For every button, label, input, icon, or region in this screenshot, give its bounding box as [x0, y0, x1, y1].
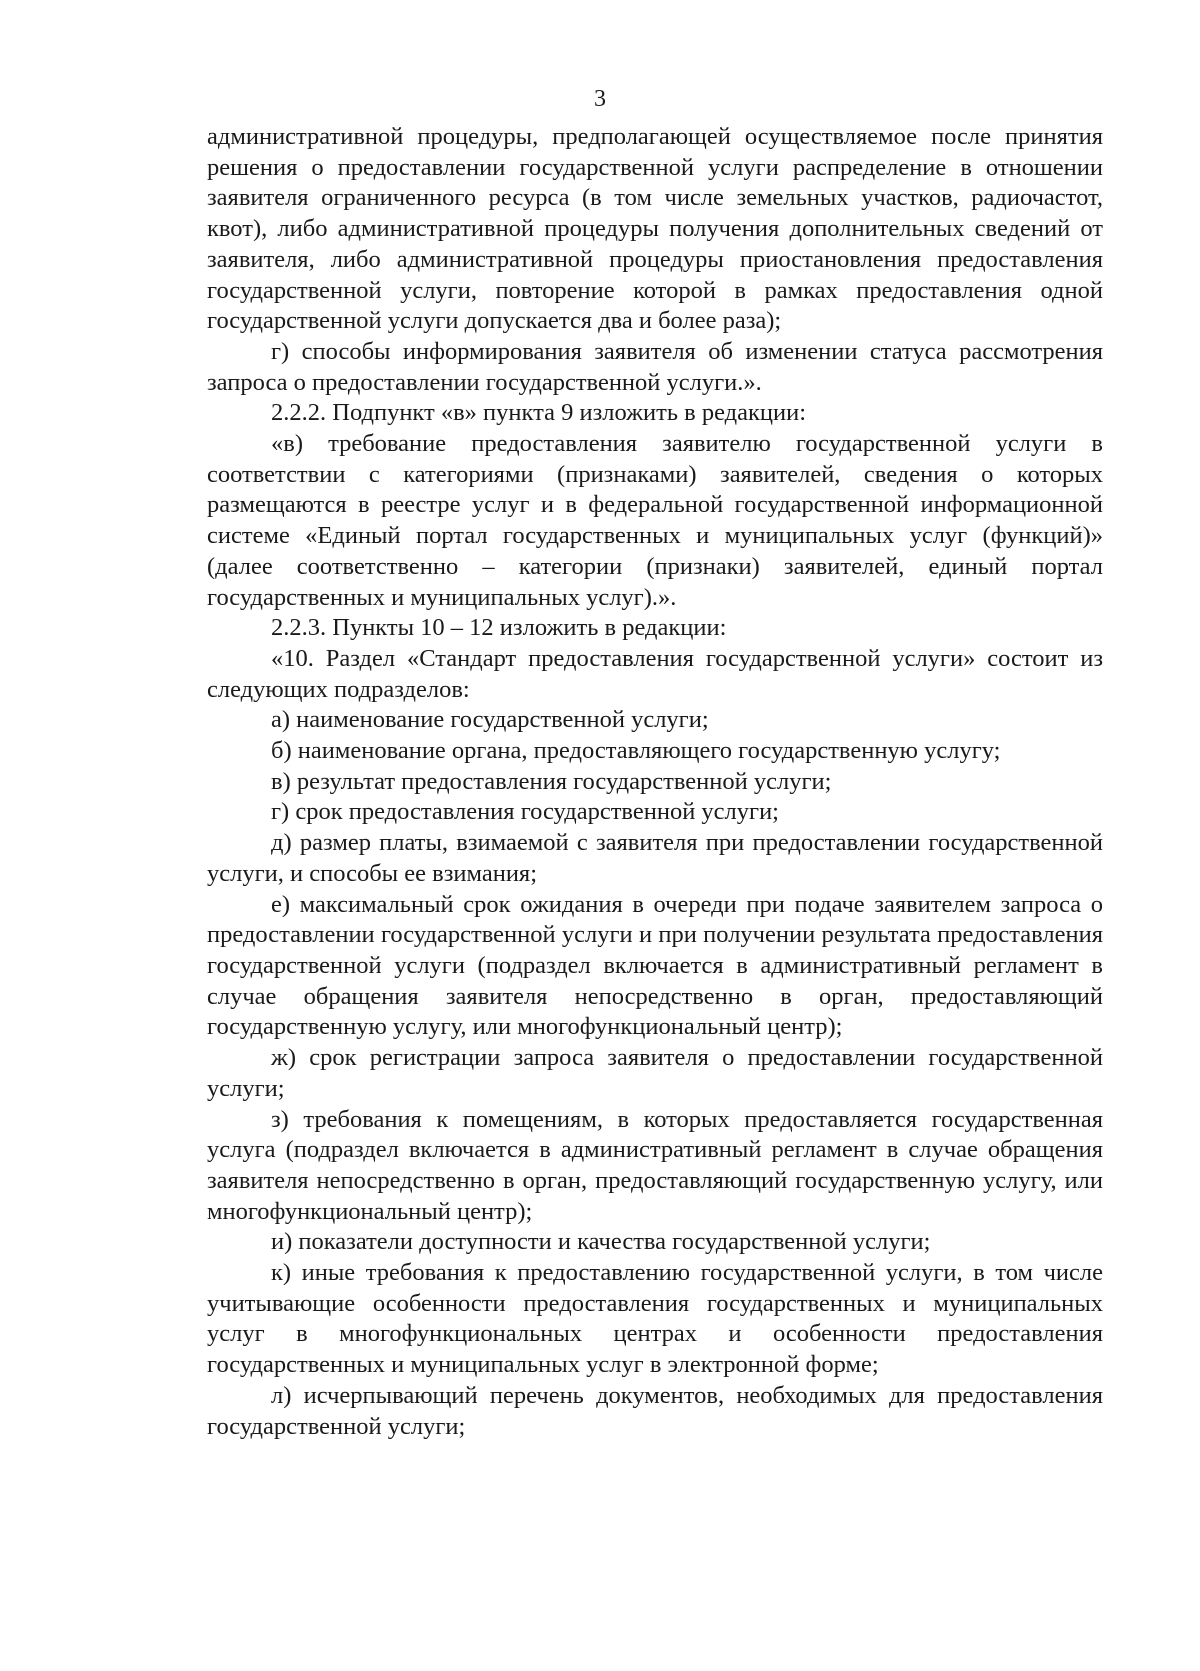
paragraph: г) способы информирования заявителя об изменении статуса рассмотрения запроса о предоставлении государственной услуги.». — [207, 337, 1103, 396]
list-item: д) размер платы, взимаемой с заявителя при предоставлении государственной услуги, и способы ее взимания; — [207, 829, 1103, 887]
list-item: в) результат предоставления государственной услуги; — [271, 767, 832, 795]
list-item: и) показатели доступности и качества государственной услуги; — [271, 1228, 931, 1256]
list-item: ж) срок регистрации запроса заявителя о предоставлении государственной услуги; — [207, 1044, 1103, 1102]
list-item: л) исчерпывающий перечень документов, необходимых для предоставления государственной услуги; — [207, 1381, 1103, 1440]
paragraph: административной процедуры, предполагающей осуществляемое после принятия решения о предоставлении государственной услуги распределение в отношении заявителя ограниченного ресурса (в том числе земельных участков, радиочастот, квот), либо административной процедуры получения дополнительных сведений от заявителя, либо административной процедуры приостановления предоставления государственной услуги, повторение которой в рамках предоставления одной государственной услуги допускается два и более раза); — [207, 123, 1103, 335]
list-item: б) наименование органа, предоставляющего государственную услугу; — [271, 737, 1001, 765]
paragraph: 2.2.2. Подпункт «в» пункта 9 изложить в редакции: — [271, 399, 807, 427]
page-number: 3 — [594, 86, 606, 112]
list-item: з) требования к помещениям, в которых предоставляется государственная услуга (подраздел включается в административный регламент в случае обращения заявителя непосредственно в орган, предоставляющий государственную услугу, или многофункциональный центр); — [207, 1105, 1103, 1225]
document-body — [207, 122, 1103, 1442]
list-item: а) наименование государственной услуги; — [271, 706, 709, 734]
list-item: к) иные требования к предоставлению государственной услуги, в том числе учитывающие особенности предоставления государственных и муниципальных услуг в многофункциональных центрах и особенности предоставления государственных и муниципальных услуг в электронной форме; — [207, 1259, 1103, 1379]
paragraph: «10. Раздел «Стандарт предоставления государственной услуги» состоит из следующих подразделов: — [207, 644, 1103, 703]
list-item: е) максимальный срок ожидания в очереди при подаче заявителем запроса о предоставлении государственной услуги и при получении результата предоставления государственной услуги (подраздел включается в административный регламент в случае обращения заявителя непосредственно в орган, предоставляющий государственную услугу, или многофункциональный центр); — [207, 890, 1103, 1041]
list-item: г) срок предоставления государственной услуги; — [271, 798, 779, 826]
paragraph: 2.2.3. Пункты 10 – 12 изложить в редакции: — [271, 614, 727, 642]
paragraph: «в) требование предоставления заявителю государственной услуги в соответствии с категориями (признаками) заявителей, сведения о которых размещаются в реестре услуг и в федеральной государственной информационной системе «Единый портал государственных и муниципальных услуг (функций)» (далее соответственно – категории (признаки) заявителей, единый портал государственных и муниципальных услуг).». — [207, 430, 1103, 611]
